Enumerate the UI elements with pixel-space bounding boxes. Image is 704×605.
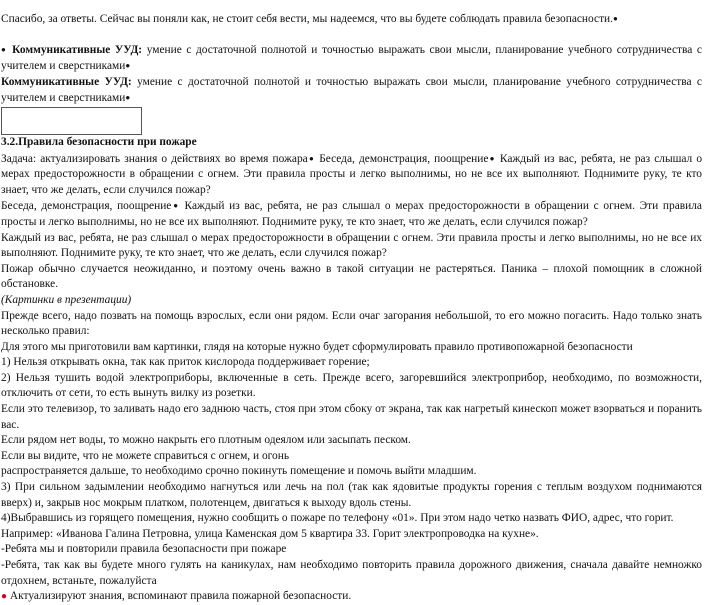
section-title	[0, 135, 704, 151]
paragraph-7: Для этого мы приготовили вам картинки, глядя на которые нужно будет сформулировать правило противопожарной безопасности	[1, 340, 633, 353]
method-text: Беседа, демонстрация, поощрение	[1, 200, 172, 213]
rule-2: 2) Нельзя тушить водой электроприборы, включенные в сеть. Прежде всего, загоревшийся электроприбор, необходимо, по возможности, отключить от сети, то есть вынуть вилку из розетки.	[1, 371, 702, 400]
paragraph-19	[0, 589, 704, 605]
task-text: Задача: актуализировать знания о действиях во время пожара	[1, 152, 308, 165]
bullet-icon: ●	[613, 14, 618, 23]
bullet-icon: ●	[171, 201, 180, 211]
paragraph-3: Каждый из вас, ребята, не раз слышал о мерах предосторожности в обращении с огнем. Эти правила просты и легко выполнимы, но не все их выполняют. Поднимите руку, те кто знает, что же делать, если случился пожар?	[1, 231, 702, 260]
thanks-text: Спасибо, за ответы. Сейчас вы поняли как, не стоит себя вести, мы надеемся, что вы будете соблюдать правила безопасности.	[1, 13, 613, 25]
paragraph-5	[0, 293, 704, 309]
paragraph-12: Если вы видите, что не можете справиться с огнем, и огонь	[1, 449, 290, 462]
paragraph-13: распространяется дальше, то необходимо срочно покинуть помещение и помочь выйти младшим.	[1, 465, 477, 478]
uud-label: Коммуникативные УУД:	[1, 75, 132, 88]
uud-paragraph-1	[0, 42, 704, 75]
question-text: Каждый из вас, ребята, не раз слышал о мерах предосторожности в обращении с огнем. Эти правила просты и легко выполнимы, но не все их выполняют. Поднимите руку, те кто знает, что же делать, если случился пожар?	[1, 152, 703, 196]
example-paragraph: Например: «Иванова Галина Петровна, улица Каменская дом 5 квартира 33. Горит электропроводка на кухне».	[1, 527, 539, 540]
bullet-icon: ●	[307, 153, 316, 163]
paragraph-10: Если это телевизор, то заливать надо его заднюю часть, стоя при этом сбоку от экрана, так как нагретый кинескоп может взорваться и поранить вас.	[1, 403, 702, 431]
paragraph-17: -Ребята мы и повторили правила безопасности при пожаре	[1, 543, 287, 556]
bullet-icon: ●	[125, 93, 131, 103]
rule-1: 1) Нельзя открывать окна, так как приток кислорода поддерживает горение;	[1, 356, 370, 369]
paragraph-11: Если рядом нет воды, то можно накрыть его плотным одеялом или засыпать песком.	[1, 434, 411, 447]
paragraph-18: -Ребята, так как вы будете много гулять на каникулах, нам необходимо повторить правила дорожного движения, сначала давайте немножко отдохнем, встаньте, пожалуйста	[1, 559, 702, 587]
paragraph-4: Пожар обычно случается неожиданно, и поэтому очень важно в такой ситуации не растеряться. Паника – плохой помощник в сложной обстановке.	[1, 262, 702, 291]
bullet-icon: ●	[488, 153, 496, 163]
empty-table-cell	[1, 107, 142, 135]
uud-label: Коммуникативные УУД:	[12, 43, 143, 56]
spacer	[0, 28, 704, 42]
rule-3: 3) При сильном задымлении необходимо нагнуться или лечь на пол (так как ядовитые продукты горения с теплым воздухом поднимаются вверх) и, закрыв нос мокрым платком, полотенцем, двигаться к выходу вдоль стены.	[1, 481, 702, 509]
bullet-icon: ●	[125, 61, 131, 71]
thanks-paragraph	[0, 0, 704, 28]
task-paragraph	[0, 151, 704, 199]
uud-paragraph-2	[0, 75, 704, 107]
uud-text: умение с достаточной полнотой и точностью выражать свои мысли, планирование учебного сотрудничества с учителем и сверстниками	[1, 43, 702, 73]
question-text: Каждый из вас, ребята, не раз слышал о мерах предосторожности в обращении с огнем. Эти правила просты и легко выполнимы, но не все их выполняют. Поднимите руку, те кто знает, что же делать, если случился пожар?	[1, 200, 702, 228]
red-bullet-icon: ●	[1, 591, 8, 603]
section-title-text: 3.2.Правила безопасности при пожаре	[1, 135, 197, 148]
paragraph-2	[0, 198, 704, 230]
paragraph-6: Прежде всего, надо позвать на помощь взрослых, если они рядом. Если очаг загорания небольшой, то его можно погасить. Надо только знать несколько правил:	[1, 309, 702, 338]
summary-text: Актуализируют знания, вспоминают правила пожарной безопасности.	[7, 590, 352, 603]
method-text: Беседа, демонстрация, поощрение	[315, 152, 489, 165]
uud-text: умение с достаточной полнотой и точностью выражать свои мысли, планирование учебного сотрудничества с учителем и сверстниками	[1, 75, 702, 105]
italic-note: (Картинки в презентации)	[1, 293, 132, 306]
rule-4: 4)Выбравшись из горящего помещения, нужно сообщить о пожаре по телефону «01». При этом надо четко назвать ФИО, адрес, что горит.	[1, 512, 674, 525]
bullet-icon: ●	[1, 44, 8, 54]
